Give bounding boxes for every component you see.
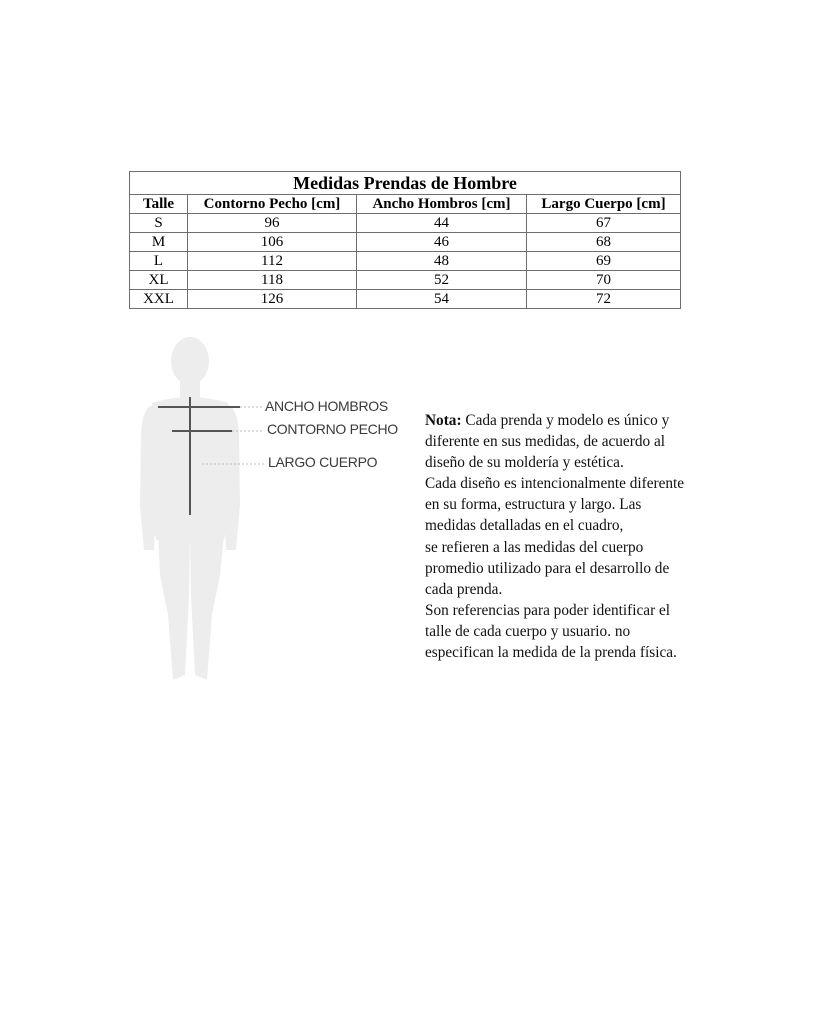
- cell-talle: M: [130, 233, 188, 252]
- body-silhouette-icon: [140, 335, 420, 690]
- cell-ancho-hombros: 48: [357, 252, 527, 271]
- note-line: medidas detalladas en el cuadro,: [425, 517, 624, 535]
- note-line: en su forma, estructura y largo. Las: [425, 496, 642, 514]
- note-line: diseño de su moldería y estética.: [425, 454, 624, 472]
- cell-talle: XL: [130, 271, 188, 290]
- table-row: [130, 271, 681, 290]
- table-title-row: [130, 172, 681, 195]
- note-line: promedio utilizado para el desarrollo de: [425, 559, 670, 577]
- table-row: [130, 290, 681, 309]
- note-block: [425, 410, 715, 663]
- note-line: talle de cada cuerpo y usuario. no: [425, 622, 631, 640]
- note-line: diferente en sus medidas, de acuerdo al: [425, 433, 665, 451]
- cell-talle: L: [130, 252, 188, 271]
- label-contorno-pecho: CONTORNO PECHO: [267, 421, 398, 437]
- size-table: [129, 171, 681, 309]
- note-label: Nota:: [425, 412, 462, 429]
- cell-contorno-pecho: 112: [188, 252, 357, 271]
- table-header-row: [130, 195, 681, 214]
- cell-contorno-pecho: 106: [188, 233, 357, 252]
- table-title: Medidas Prendas de Hombre: [130, 172, 681, 195]
- label-ancho-hombros: ANCHO HOMBROS: [265, 398, 388, 414]
- table-row: [130, 252, 681, 271]
- header-largo-cuerpo: Largo Cuerpo [cm]: [527, 195, 681, 214]
- cell-ancho-hombros: 44: [357, 214, 527, 233]
- cell-talle: S: [130, 214, 188, 233]
- header-ancho-hombros: Ancho Hombros [cm]: [357, 195, 527, 214]
- note-text: Cada prenda y modelo es único y: [465, 412, 670, 429]
- cell-contorno-pecho: 118: [188, 271, 357, 290]
- note-line: se refieren a las medidas del cuerpo: [425, 538, 644, 556]
- cell-largo-cuerpo: 72: [527, 290, 681, 309]
- table-row: [130, 233, 681, 252]
- cell-largo-cuerpo: 69: [527, 252, 681, 271]
- body-measurement-figure: [140, 335, 420, 690]
- cell-ancho-hombros: 54: [357, 290, 527, 309]
- cell-ancho-hombros: 52: [357, 271, 527, 290]
- cell-talle: XXL: [130, 290, 188, 309]
- note-line: cada prenda.: [425, 580, 503, 598]
- cell-contorno-pecho: 96: [188, 214, 357, 233]
- header-contorno-pecho: Contorno Pecho [cm]: [188, 195, 357, 214]
- note-line: Cada diseño es intencionalmente diferente: [425, 475, 685, 493]
- note-line: [425, 410, 715, 431]
- note-line: Son referencias para poder identificar el: [425, 601, 671, 619]
- cell-ancho-hombros: 46: [357, 233, 527, 252]
- header-talle: Talle: [130, 195, 188, 214]
- note-line: especifican la medida de la prenda física.: [425, 644, 677, 662]
- cell-largo-cuerpo: 70: [527, 271, 681, 290]
- cell-contorno-pecho: 126: [188, 290, 357, 309]
- table-row: [130, 214, 681, 233]
- label-largo-cuerpo: LARGO CUERPO: [268, 454, 378, 470]
- cell-largo-cuerpo: 68: [527, 233, 681, 252]
- cell-largo-cuerpo: 67: [527, 214, 681, 233]
